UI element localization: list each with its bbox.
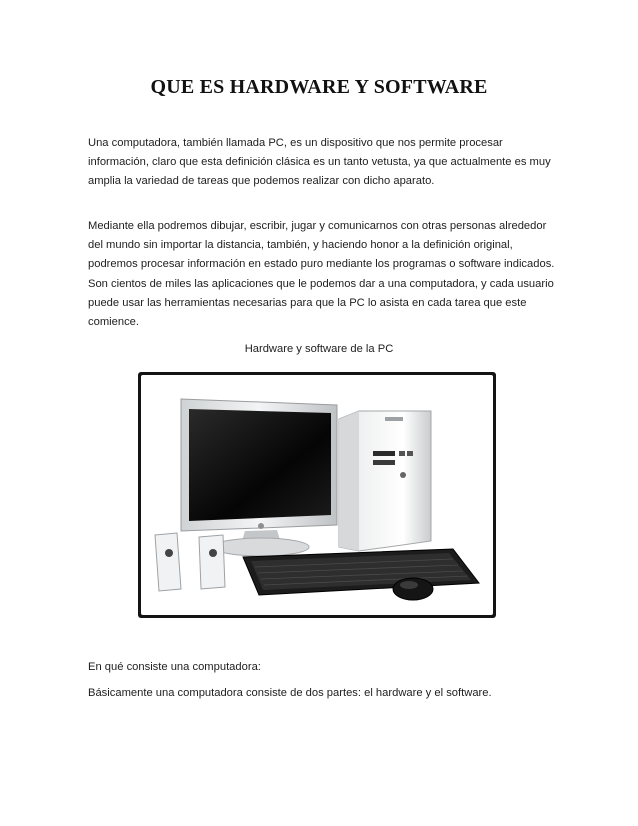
monitor-icon [181,399,337,556]
paragraph-intro: Una computadora, también llamada PC, es un dispositivo que nos permite procesar información, claro que esta definición clásica es un tanto vetusta, ya que actualmente es muy amplia la variedad de tareas que podemos realizar con dicho aparato. [88,137,551,188]
keyboard-icon [243,549,479,595]
figure-caption: Hardware y software de la PC [244,343,394,355]
paragraph-uses: Mediante ella podremos dibujar, escribir, jugar y comunicarnos con otras personas alrededor del mundo sin importar la distancia, también, y haciendo honor a la definición original, podremos procesar información en estado puro mediante los programas o software indicados. Son cientos de miles las aplicaciones que le podemos dar a una computadora, y cada usuario puede usar las herramientas necesarias para que la PC lo asista en cada tarea que este comience. [88,220,555,329]
pc-tower-icon [339,411,431,551]
computer-illustration [141,375,493,615]
paragraph-question: En qué consiste una computadora: [88,661,261,673]
paragraph-answer: Básicamente una computadora consiste de dos partes: el hardware y el software. [88,687,492,699]
page-title: QUE ES HARDWARE Y SOFTWARE [150,76,488,98]
computer-figure [138,372,496,618]
speaker-icon [155,533,225,591]
figure-image-area [141,375,493,615]
mouse-icon [393,578,433,600]
